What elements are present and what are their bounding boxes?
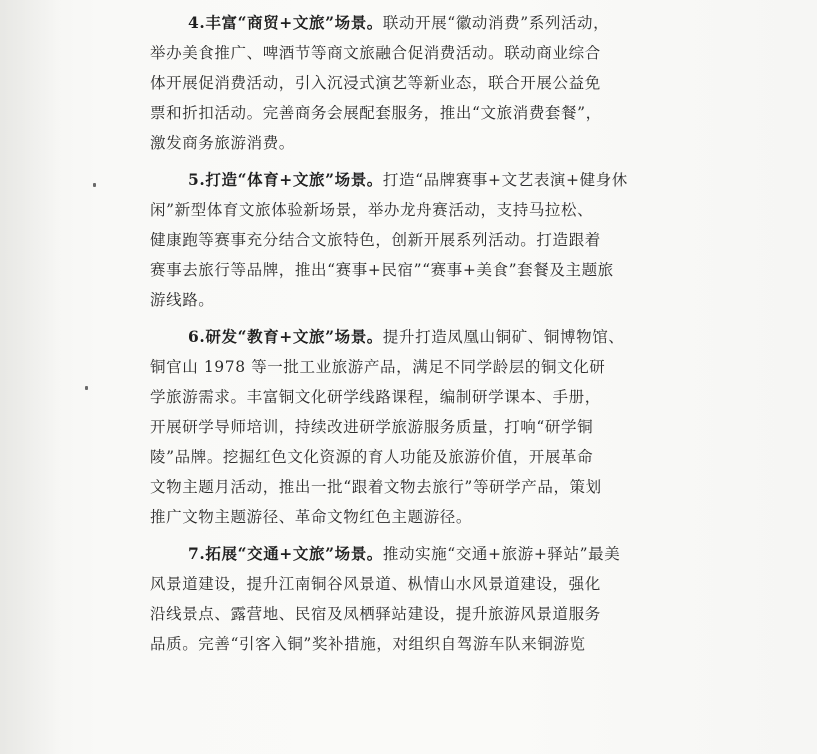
section-5-line-3: 健康跑等赛事充分结合文旅特色，创新开展系列活动。打造跟着 [150,231,601,249]
section-4-line-1: 联动开展“徽动消费”系列活动， [382,14,610,32]
section-7-heading: 7.拓展“交通+文旅”场景。 [188,544,383,563]
paragraph-gap [150,315,670,322]
section-7-line-2: 风景道建设，提升江南铜谷风景道、枞情山水风景道建设，强化 [150,575,601,593]
scan-speck [93,183,96,187]
document-body [150,8,670,659]
section-4-line-5: 激发商务旅游消费。 [150,134,295,152]
section-5-line-2: 闲”新型体育文旅体验新场景，举办龙舟赛活动，支持马拉松、 [150,201,594,219]
section-6-line-3: 学旅游需求。丰富铜文化研学线路课程，编制研学课本、手册， [150,388,601,406]
section-4-heading: 4.丰富“商贸+文旅”场景。 [188,13,383,32]
section-4-line-4: 票和折扣活动。完善商务会展配套服务，推出“文旅消费套餐”， [150,104,602,122]
page-fold-shadow [0,0,60,754]
section-5-heading: 5.打造“体育+文旅”场景。 [188,170,383,189]
section-6-line-2: 铜官山 1978 等一批工业旅游产品，满足不同学龄层的铜文化研 [150,358,606,376]
scan-speck [85,386,88,390]
section-4-first-line [150,8,670,38]
section-6-line-5: 陵”品牌。挖掘红色文化资源的育人功能及旅游价值，开展革命 [150,448,594,466]
paragraph-gap [150,158,670,165]
section-7-line-4: 品质。完善“引客入铜”奖补措施，对组织自驾游车队来铜游览 [150,635,586,653]
section-6-line-1: 提升打造凤凰山铜矿、铜博物馆、 [382,328,625,346]
section-7-line-3: 沿线景点、露营地、民宿及凤栖驿站建设，提升旅游风景道服务 [150,605,601,623]
section-5-line-1: 打造“品牌赛事+文艺表演+健身休 [382,171,628,189]
section-4-line-3: 体开展促消费活动，引入沉浸式演艺等新业态，联合开展公益免 [150,74,601,92]
section-6-first-line [150,322,670,352]
section-5-line-4: 赛事去旅行等品牌，推出“赛事+民宿”“赛事+美食”套餐及主题旅 [150,261,614,279]
section-6-line-4: 开展研学导师培训，持续改进研学旅游服务质量，打响“研学铜 [150,418,594,436]
section-5-first-line [150,165,670,195]
section-6-line-7: 推广文物主题游径、革命文物红色主题游径。 [150,508,473,526]
section-4-line-2: 举办美食推广、啤酒节等商文旅融合促消费活动。联动商业综合 [150,44,601,62]
section-6-line-6: 文物主题月活动，推出一批“跟着文物去旅行”等研学产品，策划 [150,478,602,496]
paragraph-gap [150,532,670,539]
section-7-first-line [150,539,670,569]
section-7-line-1: 推动实施“交通+旅游+驿站”最美 [382,545,621,563]
section-5-line-5: 游线路。 [150,291,215,309]
section-6-heading: 6.研发“教育+文旅”场景。 [188,327,383,346]
